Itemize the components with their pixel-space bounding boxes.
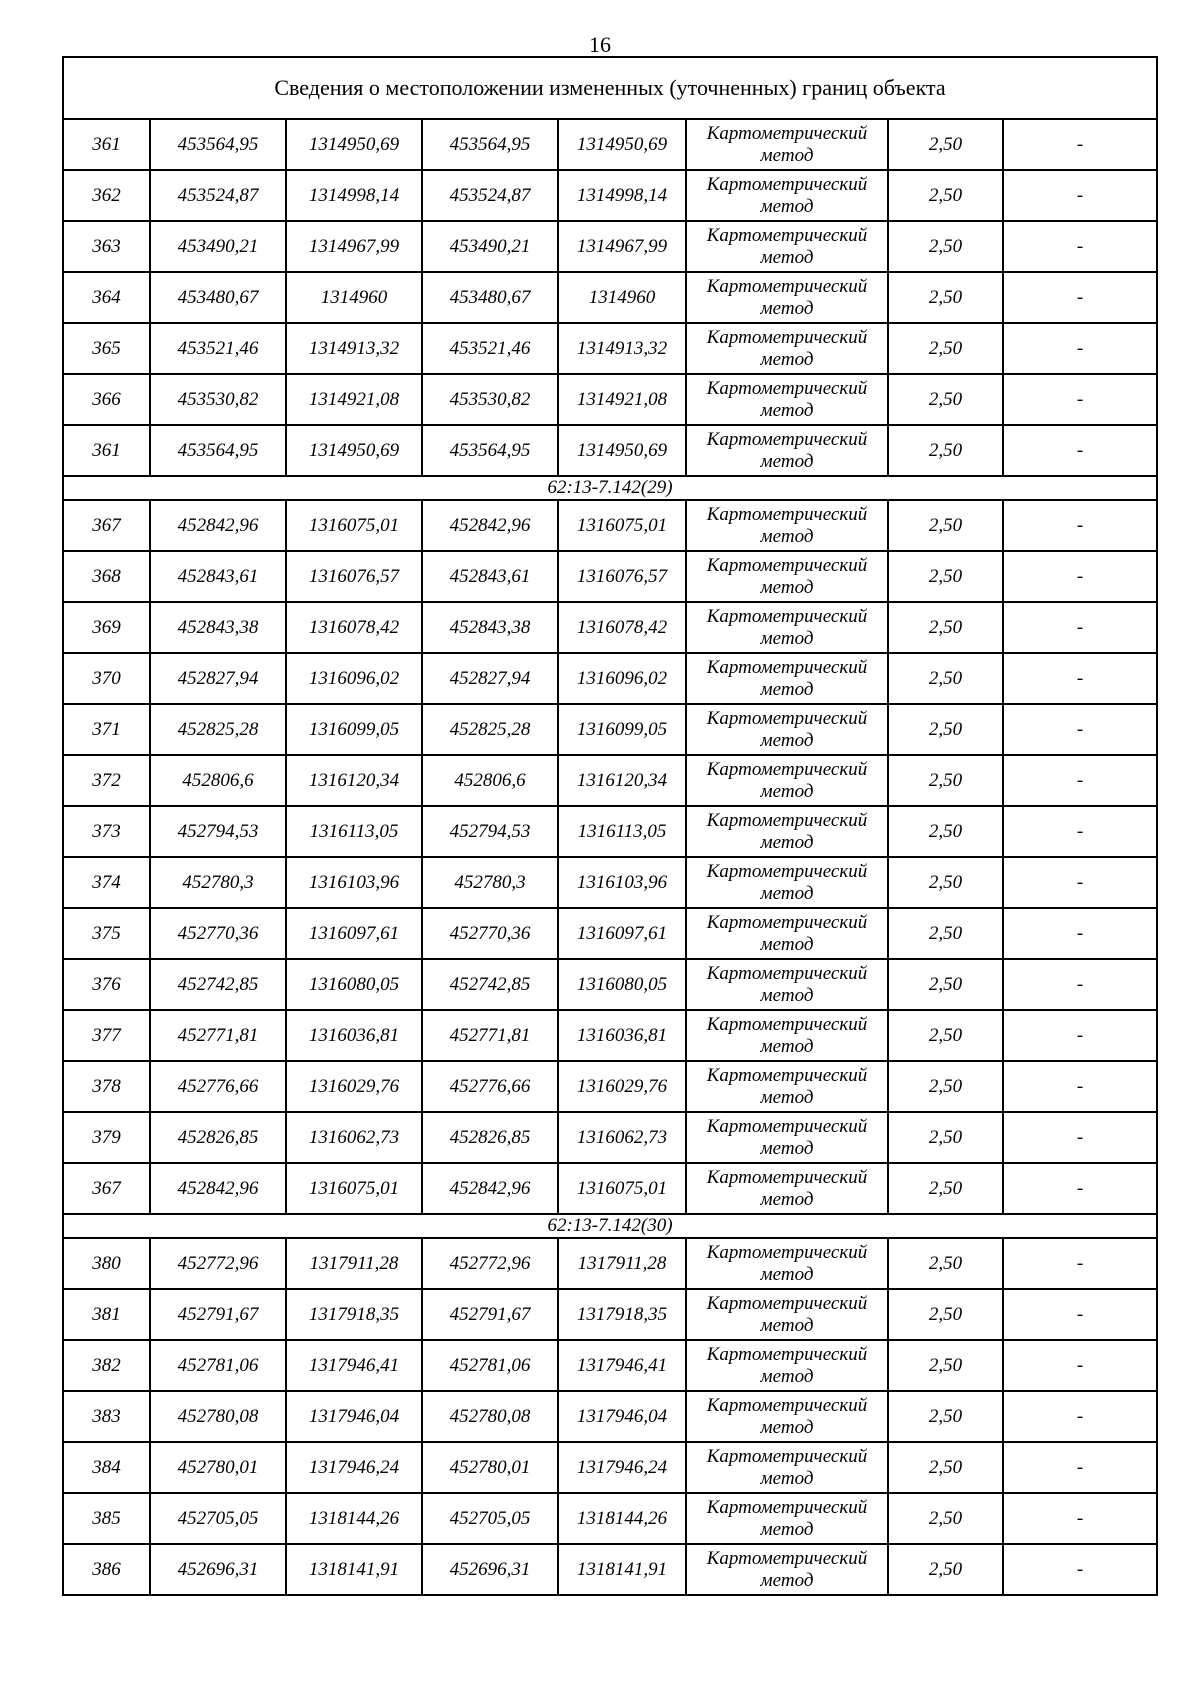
x-existing-cell: 452791,67 — [150, 1289, 286, 1340]
point-number-cell: 370 — [63, 653, 150, 704]
table-row — [63, 1391, 1157, 1442]
y-new-cell: 1316078,42 — [558, 602, 686, 653]
method-cell: Картометрический метод — [686, 908, 888, 959]
point-number-cell: 377 — [63, 1010, 150, 1061]
y-existing-cell: 1316099,05 — [286, 704, 422, 755]
accuracy-cell: 2,50 — [888, 1061, 1003, 1112]
x-existing-cell: 453480,67 — [150, 272, 286, 323]
table-row — [63, 959, 1157, 1010]
x-new-cell: 452791,67 — [422, 1289, 558, 1340]
accuracy-cell: 2,50 — [888, 908, 1003, 959]
y-new-cell: 1314998,14 — [558, 170, 686, 221]
accuracy-cell: 2,50 — [888, 704, 1003, 755]
x-existing-cell: 452827,94 — [150, 653, 286, 704]
accuracy-cell: 2,50 — [888, 1289, 1003, 1340]
page-number: 16 — [589, 32, 611, 57]
y-new-cell: 1316096,02 — [558, 653, 686, 704]
x-new-cell: 452696,31 — [422, 1544, 558, 1595]
table-row — [63, 1544, 1157, 1595]
y-new-cell: 1314913,32 — [558, 323, 686, 374]
table-row — [63, 170, 1157, 221]
y-existing-cell: 1316075,01 — [286, 500, 422, 551]
y-new-cell: 1316075,01 — [558, 500, 686, 551]
section-label: 62:13-7.142(30) — [63, 1214, 1157, 1238]
description-cell: - — [1003, 1061, 1157, 1112]
description-cell: - — [1003, 857, 1157, 908]
y-new-cell: 1317918,35 — [558, 1289, 686, 1340]
description-cell: - — [1003, 119, 1157, 170]
y-existing-cell: 1316097,61 — [286, 908, 422, 959]
x-existing-cell: 452794,53 — [150, 806, 286, 857]
y-new-cell: 1318144,26 — [558, 1493, 686, 1544]
y-new-cell: 1314921,08 — [558, 374, 686, 425]
x-existing-cell: 452771,81 — [150, 1010, 286, 1061]
y-new-cell: 1314960 — [558, 272, 686, 323]
y-new-cell: 1316120,34 — [558, 755, 686, 806]
x-new-cell: 452770,36 — [422, 908, 558, 959]
y-new-cell: 1317911,28 — [558, 1238, 686, 1289]
description-cell: - — [1003, 1289, 1157, 1340]
point-number-cell: 383 — [63, 1391, 150, 1442]
x-new-cell: 452826,85 — [422, 1112, 558, 1163]
y-existing-cell: 1316075,01 — [286, 1163, 422, 1214]
point-number-cell: 381 — [63, 1289, 150, 1340]
description-cell: - — [1003, 272, 1157, 323]
description-cell: - — [1003, 755, 1157, 806]
point-number-cell: 373 — [63, 806, 150, 857]
x-new-cell: 453480,67 — [422, 272, 558, 323]
point-number-cell: 382 — [63, 1340, 150, 1391]
description-cell: - — [1003, 500, 1157, 551]
accuracy-cell: 2,50 — [888, 1544, 1003, 1595]
table-row — [63, 1112, 1157, 1163]
x-existing-cell: 453490,21 — [150, 221, 286, 272]
x-existing-cell: 452806,6 — [150, 755, 286, 806]
x-existing-cell: 452780,08 — [150, 1391, 286, 1442]
description-cell: - — [1003, 425, 1157, 476]
y-existing-cell: 1318144,26 — [286, 1493, 422, 1544]
y-new-cell: 1316076,57 — [558, 551, 686, 602]
x-existing-cell: 452826,85 — [150, 1112, 286, 1163]
point-number-cell: 372 — [63, 755, 150, 806]
description-cell: - — [1003, 551, 1157, 602]
table-row — [63, 1493, 1157, 1544]
accuracy-cell: 2,50 — [888, 425, 1003, 476]
y-new-cell: 1317946,04 — [558, 1391, 686, 1442]
table-row — [63, 1340, 1157, 1391]
y-existing-cell: 1316096,02 — [286, 653, 422, 704]
x-new-cell: 452842,96 — [422, 1163, 558, 1214]
accuracy-cell: 2,50 — [888, 551, 1003, 602]
table-row — [63, 119, 1157, 170]
accuracy-cell: 2,50 — [888, 323, 1003, 374]
section-row — [63, 476, 1157, 500]
point-number-cell: 367 — [63, 1163, 150, 1214]
x-existing-cell: 452825,28 — [150, 704, 286, 755]
description-cell: - — [1003, 1010, 1157, 1061]
accuracy-cell: 2,50 — [888, 755, 1003, 806]
method-cell: Картометрический метод — [686, 1544, 888, 1595]
description-cell: - — [1003, 221, 1157, 272]
table-row — [63, 551, 1157, 602]
description-cell: - — [1003, 1391, 1157, 1442]
x-new-cell: 453530,82 — [422, 374, 558, 425]
method-cell: Картометрический метод — [686, 1340, 888, 1391]
y-existing-cell: 1317946,24 — [286, 1442, 422, 1493]
y-new-cell: 1316062,73 — [558, 1112, 686, 1163]
table-heading-row — [63, 57, 1157, 119]
point-number-cell: 375 — [63, 908, 150, 959]
y-existing-cell: 1314913,32 — [286, 323, 422, 374]
y-existing-cell: 1316062,73 — [286, 1112, 422, 1163]
point-number-cell: 369 — [63, 602, 150, 653]
x-existing-cell: 453564,95 — [150, 425, 286, 476]
method-cell: Картометрический метод — [686, 170, 888, 221]
y-new-cell: 1314950,69 — [558, 119, 686, 170]
x-existing-cell: 452776,66 — [150, 1061, 286, 1112]
x-existing-cell: 453521,46 — [150, 323, 286, 374]
table-row — [63, 1289, 1157, 1340]
point-number-cell: 376 — [63, 959, 150, 1010]
method-cell: Картометрический метод — [686, 806, 888, 857]
boundary-coordinates-table — [62, 56, 1158, 1596]
x-existing-cell: 452696,31 — [150, 1544, 286, 1595]
description-cell: - — [1003, 374, 1157, 425]
x-new-cell: 452842,96 — [422, 500, 558, 551]
y-existing-cell: 1316029,76 — [286, 1061, 422, 1112]
description-cell: - — [1003, 653, 1157, 704]
method-cell: Картометрический метод — [686, 323, 888, 374]
description-cell: - — [1003, 1340, 1157, 1391]
method-cell: Картометрический метод — [686, 1238, 888, 1289]
point-number-cell: 361 — [63, 425, 150, 476]
point-number-cell: 361 — [63, 119, 150, 170]
accuracy-cell: 2,50 — [888, 602, 1003, 653]
method-cell: Картометрический метод — [686, 704, 888, 755]
accuracy-cell: 2,50 — [888, 653, 1003, 704]
method-cell: Картометрический метод — [686, 374, 888, 425]
x-new-cell: 452806,6 — [422, 755, 558, 806]
method-cell: Картометрический метод — [686, 119, 888, 170]
method-cell: Картометрический метод — [686, 857, 888, 908]
y-existing-cell: 1316036,81 — [286, 1010, 422, 1061]
x-new-cell: 452781,06 — [422, 1340, 558, 1391]
x-new-cell: 452776,66 — [422, 1061, 558, 1112]
accuracy-cell: 2,50 — [888, 1442, 1003, 1493]
description-cell: - — [1003, 908, 1157, 959]
point-number-cell: 365 — [63, 323, 150, 374]
x-new-cell: 452771,81 — [422, 1010, 558, 1061]
x-new-cell: 452742,85 — [422, 959, 558, 1010]
x-existing-cell: 452770,36 — [150, 908, 286, 959]
x-new-cell: 452825,28 — [422, 704, 558, 755]
table-row — [63, 500, 1157, 551]
description-cell: - — [1003, 806, 1157, 857]
y-existing-cell: 1314998,14 — [286, 170, 422, 221]
accuracy-cell: 2,50 — [888, 1340, 1003, 1391]
x-new-cell: 452780,08 — [422, 1391, 558, 1442]
y-new-cell: 1317946,24 — [558, 1442, 686, 1493]
y-new-cell: 1316099,05 — [558, 704, 686, 755]
x-existing-cell: 452742,85 — [150, 959, 286, 1010]
y-new-cell: 1316113,05 — [558, 806, 686, 857]
method-cell: Картометрический метод — [686, 1112, 888, 1163]
accuracy-cell: 2,50 — [888, 1112, 1003, 1163]
x-new-cell: 452705,05 — [422, 1493, 558, 1544]
x-new-cell: 453490,21 — [422, 221, 558, 272]
point-number-cell: 363 — [63, 221, 150, 272]
y-new-cell: 1318141,91 — [558, 1544, 686, 1595]
y-new-cell: 1314950,69 — [558, 425, 686, 476]
description-cell: - — [1003, 1544, 1157, 1595]
point-number-cell: 378 — [63, 1061, 150, 1112]
x-existing-cell: 452705,05 — [150, 1493, 286, 1544]
accuracy-cell: 2,50 — [888, 374, 1003, 425]
method-cell: Картометрический метод — [686, 425, 888, 476]
table-row — [63, 1061, 1157, 1112]
accuracy-cell: 2,50 — [888, 959, 1003, 1010]
y-existing-cell: 1316078,42 — [286, 602, 422, 653]
table-row — [63, 602, 1157, 653]
table-row — [63, 653, 1157, 704]
method-cell: Картометрический метод — [686, 1010, 888, 1061]
accuracy-cell: 2,50 — [888, 1493, 1003, 1544]
accuracy-cell: 2,50 — [888, 806, 1003, 857]
accuracy-cell: 2,50 — [888, 170, 1003, 221]
point-number-cell: 374 — [63, 857, 150, 908]
method-cell: Картометрический метод — [686, 653, 888, 704]
y-new-cell: 1316075,01 — [558, 1163, 686, 1214]
y-new-cell: 1316029,76 — [558, 1061, 686, 1112]
x-existing-cell: 452780,3 — [150, 857, 286, 908]
x-new-cell: 452780,3 — [422, 857, 558, 908]
x-new-cell: 452843,38 — [422, 602, 558, 653]
x-existing-cell: 452842,96 — [150, 1163, 286, 1214]
table-row — [63, 1010, 1157, 1061]
point-number-cell: 367 — [63, 500, 150, 551]
x-existing-cell: 452772,96 — [150, 1238, 286, 1289]
y-existing-cell: 1318141,91 — [286, 1544, 422, 1595]
accuracy-cell: 2,50 — [888, 119, 1003, 170]
method-cell: Картометрический метод — [686, 1493, 888, 1544]
table-row — [63, 755, 1157, 806]
y-new-cell: 1316097,61 — [558, 908, 686, 959]
y-existing-cell: 1316080,05 — [286, 959, 422, 1010]
y-existing-cell: 1314950,69 — [286, 119, 422, 170]
description-cell: - — [1003, 704, 1157, 755]
y-new-cell: 1316036,81 — [558, 1010, 686, 1061]
y-existing-cell: 1316076,57 — [286, 551, 422, 602]
method-cell: Картометрический метод — [686, 1442, 888, 1493]
accuracy-cell: 2,50 — [888, 857, 1003, 908]
table-row — [63, 323, 1157, 374]
method-cell: Картометрический метод — [686, 1391, 888, 1442]
point-number-cell: 385 — [63, 1493, 150, 1544]
table-row — [63, 704, 1157, 755]
description-cell: - — [1003, 1493, 1157, 1544]
point-number-cell: 368 — [63, 551, 150, 602]
description-cell: - — [1003, 1442, 1157, 1493]
y-new-cell: 1316080,05 — [558, 959, 686, 1010]
x-new-cell: 453521,46 — [422, 323, 558, 374]
y-existing-cell: 1314967,99 — [286, 221, 422, 272]
point-number-cell: 380 — [63, 1238, 150, 1289]
y-existing-cell: 1316103,96 — [286, 857, 422, 908]
table-row — [63, 857, 1157, 908]
table-row — [63, 272, 1157, 323]
y-existing-cell: 1317946,04 — [286, 1391, 422, 1442]
y-existing-cell: 1314960 — [286, 272, 422, 323]
description-cell: - — [1003, 323, 1157, 374]
method-cell: Картометрический метод — [686, 1061, 888, 1112]
x-new-cell: 452780,01 — [422, 1442, 558, 1493]
table-row — [63, 908, 1157, 959]
y-existing-cell: 1314950,69 — [286, 425, 422, 476]
point-number-cell: 386 — [63, 1544, 150, 1595]
table-row — [63, 806, 1157, 857]
table-row — [63, 221, 1157, 272]
x-new-cell: 452772,96 — [422, 1238, 558, 1289]
x-existing-cell: 453524,87 — [150, 170, 286, 221]
x-new-cell: 453564,95 — [422, 119, 558, 170]
method-cell: Картометрический метод — [686, 755, 888, 806]
method-cell: Картометрический метод — [686, 272, 888, 323]
accuracy-cell: 2,50 — [888, 500, 1003, 551]
description-cell: - — [1003, 1238, 1157, 1289]
method-cell: Картометрический метод — [686, 551, 888, 602]
table-row — [63, 374, 1157, 425]
accuracy-cell: 2,50 — [888, 272, 1003, 323]
y-existing-cell: 1316113,05 — [286, 806, 422, 857]
table-row — [63, 1163, 1157, 1214]
method-cell: Картометрический метод — [686, 1163, 888, 1214]
method-cell: Картометрический метод — [686, 221, 888, 272]
x-existing-cell: 452843,61 — [150, 551, 286, 602]
point-number-cell: 371 — [63, 704, 150, 755]
accuracy-cell: 2,50 — [888, 1163, 1003, 1214]
description-cell: - — [1003, 170, 1157, 221]
y-new-cell: 1314967,99 — [558, 221, 686, 272]
x-new-cell: 452794,53 — [422, 806, 558, 857]
table-row — [63, 425, 1157, 476]
table-row — [63, 1238, 1157, 1289]
x-new-cell: 452843,61 — [422, 551, 558, 602]
description-cell: - — [1003, 1163, 1157, 1214]
x-existing-cell: 453564,95 — [150, 119, 286, 170]
table-row — [63, 1442, 1157, 1493]
x-new-cell: 453564,95 — [422, 425, 558, 476]
accuracy-cell: 2,50 — [888, 221, 1003, 272]
accuracy-cell: 2,50 — [888, 1391, 1003, 1442]
y-new-cell: 1317946,41 — [558, 1340, 686, 1391]
method-cell: Картометрический метод — [686, 602, 888, 653]
table-heading: Сведения о местоположении измененных (уточненных) границ объекта — [63, 57, 1157, 119]
point-number-cell: 379 — [63, 1112, 150, 1163]
x-existing-cell: 452781,06 — [150, 1340, 286, 1391]
x-new-cell: 452827,94 — [422, 653, 558, 704]
x-existing-cell: 452843,38 — [150, 602, 286, 653]
point-number-cell: 384 — [63, 1442, 150, 1493]
accuracy-cell: 2,50 — [888, 1010, 1003, 1061]
x-existing-cell: 453530,82 — [150, 374, 286, 425]
description-cell: - — [1003, 959, 1157, 1010]
y-existing-cell: 1317918,35 — [286, 1289, 422, 1340]
description-cell: - — [1003, 1112, 1157, 1163]
y-existing-cell: 1317911,28 — [286, 1238, 422, 1289]
method-cell: Картометрический метод — [686, 1289, 888, 1340]
accuracy-cell: 2,50 — [888, 1238, 1003, 1289]
x-new-cell: 453524,87 — [422, 170, 558, 221]
method-cell: Картометрический метод — [686, 500, 888, 551]
description-cell: - — [1003, 602, 1157, 653]
y-existing-cell: 1317946,41 — [286, 1340, 422, 1391]
y-new-cell: 1316103,96 — [558, 857, 686, 908]
point-number-cell: 366 — [63, 374, 150, 425]
section-label: 62:13-7.142(29) — [63, 476, 1157, 500]
section-row — [63, 1214, 1157, 1238]
point-number-cell: 364 — [63, 272, 150, 323]
y-existing-cell: 1316120,34 — [286, 755, 422, 806]
method-cell: Картометрический метод — [686, 959, 888, 1010]
point-number-cell: 362 — [63, 170, 150, 221]
x-existing-cell: 452842,96 — [150, 500, 286, 551]
y-existing-cell: 1314921,08 — [286, 374, 422, 425]
x-existing-cell: 452780,01 — [150, 1442, 286, 1493]
